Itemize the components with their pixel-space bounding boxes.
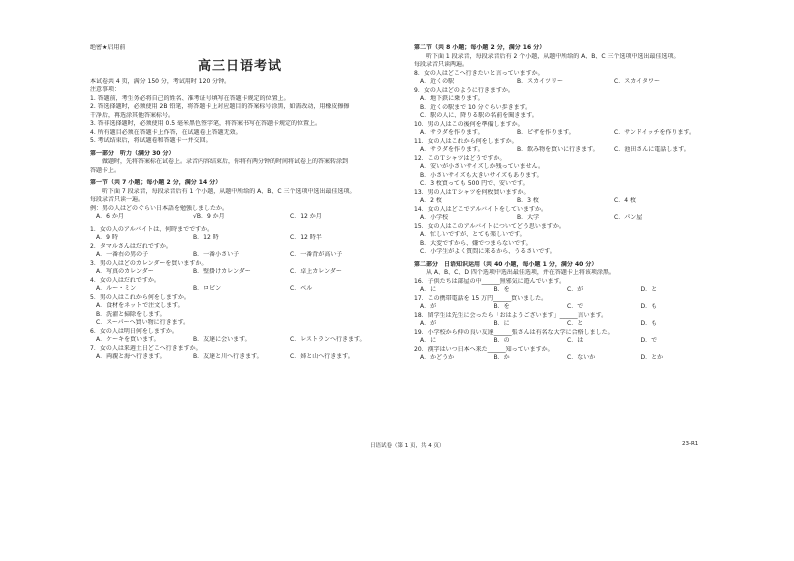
question-options	[414, 197, 714, 206]
intro-line: 4. 所有题目必须在答题卡上作答，在试题卷上答题无效。	[90, 128, 242, 136]
option: B．小さいサイズも大きいサイズもあります。	[420, 171, 543, 179]
option: D．と	[640, 286, 658, 293]
question-options	[414, 78, 714, 87]
option: C．小学生がよく質問に来るから、うるさいです。	[420, 248, 556, 255]
option: A．安いが小さいサイズしか残っていません。	[420, 163, 544, 170]
option: C．卓上カレンダー	[290, 268, 342, 275]
option: B．ピザを作ります。	[517, 129, 575, 136]
section2-instruction: 听下面 1 段录音，每段录音后有 2 个小题，从题中所给的 A、B、C 三个选项中选出最佳选项。	[414, 52, 680, 60]
question: 19．小学校から仲の良い友達______張さんは有名な大学に合格しました。	[414, 328, 614, 336]
question: 13．男の人はＴシャツを何枚買いますか。	[414, 188, 530, 196]
intro-line: 5. 考试结束后，将试题卷和答题卡一并交回。	[90, 137, 212, 144]
question-options	[414, 320, 714, 329]
question-options	[414, 286, 714, 295]
option: A．地下鉄に乗ります。	[420, 95, 484, 102]
option: A．両親と海へ行きます。	[96, 353, 166, 360]
question-options	[414, 354, 714, 363]
option: A．写真のカレンダー	[96, 268, 154, 275]
question: 8．女の人はどこへ行きたいと言っていますか。	[414, 69, 544, 77]
exam-title: 高三日语考试	[197, 58, 282, 74]
question: 15．女の人はこのアルバイトについてどう思いますか。	[414, 222, 565, 230]
question-options	[414, 146, 714, 155]
intro-line: 本试卷共 4 页，满分 150 分，考试用时 120 分钟。	[90, 77, 231, 85]
intro-line: 2. 答选择题时，必须使用 2B 铅笔，将答题卡上对应题目的答案标号涂黑，如需改动，用橡皮擦擦	[90, 103, 350, 110]
question-options	[90, 251, 390, 260]
option: C．パン屋	[614, 214, 643, 221]
option: √B．9 か月	[193, 213, 225, 220]
question: 4．女の人はだれですか。	[90, 276, 160, 284]
question: 5．男の人はこれから何をしますか。	[90, 293, 190, 301]
option: B．大変ですから、嫌でつまらないです。	[420, 239, 532, 247]
option: B．友達と川へ行きます。	[193, 353, 263, 360]
option: C．12 か月	[290, 213, 322, 220]
question-options	[90, 285, 390, 294]
intro-line: 3. 答非选择题时，必须使用 0.5 毫米黑色签字笔，将答案书写在答题卡规定的位置上。	[90, 120, 321, 127]
question-options	[90, 268, 390, 277]
section2-heading: 第二节（共 8 小题；每小题 2 分，满分 16 分）	[414, 44, 546, 51]
option: C．が	[567, 286, 584, 293]
option: C．で	[567, 303, 584, 310]
section1-instruction: 每段录音只读一遍。	[90, 196, 145, 203]
intro-line: 1. 答题前，考生务必将自己的姓名、准考证号填写在答题卡规定的位置上。	[90, 94, 290, 102]
option: C．駅の人に、降りる駅の名前を聞きます。	[420, 112, 538, 119]
intro-block	[90, 78, 390, 146]
question: 16．子供たちは部屋の中______無邪気に遊んでいます。	[414, 277, 566, 285]
question-options	[90, 234, 390, 243]
section1-heading: 第一节（共 7 小题；每小题 2 分，满分 14 分）	[90, 179, 222, 186]
option: C．一番背が高い子	[290, 251, 343, 258]
option: B．に	[493, 320, 510, 327]
question: 10．男の人はこの後何を準備しますか。	[414, 120, 524, 128]
option: B．壁掛けカレンダー	[193, 268, 251, 275]
option: B．を	[493, 286, 510, 293]
intro-line: 干净后，再选涂其他答案标号。	[90, 111, 175, 119]
option: C．池田さんに電話します。	[614, 146, 690, 153]
option: A．忙しいですが、とても楽しいです。	[420, 231, 526, 238]
question: 14．女の人はどこでアルバイトをしていますか。	[414, 205, 547, 213]
part2-instruction: 从 A、B、C、D 四个选项中选出最佳选项，并在答题卡上将该项涂黑。	[414, 269, 615, 276]
section2-instruction: 每段录音只读两遍。	[414, 61, 469, 68]
option: A．一番右の男の子	[96, 251, 149, 258]
option: B．洗濯と掃除をします。	[96, 310, 166, 318]
part1-heading: 第一部分 听力（满分 30 分）	[90, 149, 175, 157]
question: 6．女の人は明日何をしますか。	[90, 327, 178, 335]
intro-line: 注意事项：	[90, 86, 121, 93]
option: A．が	[420, 320, 437, 327]
option: B．3 枚	[517, 197, 539, 204]
option: C．スーパーへ買い物に行きます。	[96, 319, 190, 326]
option: C．ないか	[567, 354, 596, 361]
option: C．姉と山へ行きます。	[290, 353, 354, 360]
option: A．6 か月	[96, 213, 124, 220]
option: D．とか	[640, 354, 664, 361]
question-options	[414, 337, 714, 346]
question: 3．男の人はどのカレンダーを買いますか。	[90, 259, 208, 267]
option: A．9 時	[96, 234, 118, 241]
option: B．か	[493, 354, 510, 361]
option: C．4 枚	[614, 197, 636, 204]
secret-label: 绝密★启用前	[90, 44, 126, 51]
option: C．ベル	[290, 285, 313, 292]
question: 2．タマルさんはだれですか。	[90, 242, 172, 250]
option: B．一番小さい子	[193, 251, 240, 258]
option: C．は	[567, 337, 584, 344]
option: A．小学校	[420, 214, 449, 221]
option: A．に	[420, 286, 437, 293]
paper-code: 23-R1	[682, 441, 699, 447]
option: C．12 時半	[290, 234, 322, 241]
option: D．で	[640, 337, 658, 344]
question: 17．この携帯電話を 15 万円______買いました。	[414, 294, 548, 302]
option: A．かどうか	[420, 354, 455, 361]
question-options	[414, 129, 714, 138]
page-footer: 日语试卷（第 1 页，共 4 页）	[370, 443, 445, 449]
option: B．を	[493, 303, 510, 310]
option: B．近くの駅まで 10 分ぐらい歩きます。	[420, 103, 532, 111]
question: 9．女の人はどのように行きますか。	[414, 86, 514, 94]
option: D．も	[640, 303, 658, 310]
right-column	[414, 44, 714, 363]
question: 12．このＴシャツはどうですか。	[414, 154, 506, 162]
option: D．も	[640, 320, 658, 327]
option: B．飲み物を買いに行きます。	[517, 146, 599, 153]
option: A．ケーキを買います。	[96, 336, 160, 343]
option: A．サラダを作ります。	[420, 146, 484, 153]
question: 1．女の人のアルバイトは、何時までですか。	[90, 225, 214, 233]
question-options	[90, 353, 390, 362]
option: A．が	[420, 303, 437, 310]
option: A．ルー・ミン	[96, 285, 137, 292]
option: B．の	[493, 337, 510, 344]
question: 20．漢字はいつ日本へ来た______知っていますか。	[414, 345, 554, 353]
option: A．に	[420, 337, 437, 344]
question: 18．留学生は先生に会ったら「おはようございます」______言います。	[414, 311, 608, 319]
option: A．近くの駅	[420, 78, 455, 85]
option: B．スカイツリー	[517, 78, 563, 85]
option: C．と	[567, 320, 584, 327]
question-options	[90, 336, 390, 345]
part1-instruction: 做题时，先将答案标在试卷上。录音内容结束后，你将有两分钟的时间将试卷上的答案转涂到	[90, 158, 349, 165]
option: A．2 枚	[420, 197, 442, 204]
section1-instruction: 听下面 7 段录音，每段录音后有 1 个小题，从题中所给的 A、B、C 三个选项中选出最佳选项。	[90, 187, 356, 195]
option: B．大学	[517, 214, 540, 221]
option: A．サラダを作ります。	[420, 129, 484, 136]
option: C．3 枚買っても 500 円で、安いです。	[420, 180, 529, 187]
option: B．友達に会います。	[193, 336, 251, 343]
question: 7．女の人は来週土日どこへ行きますか。	[90, 344, 202, 352]
part2-heading: 第二部分 日语知识运用（共 40 小题，每小题 1 分，满分 40 分）	[414, 260, 598, 268]
option: A．食材をネットで注文します。	[96, 302, 184, 309]
question-options	[414, 303, 714, 312]
option: C．スカイタワー	[614, 78, 661, 85]
example-question: 例：男の人はどのぐらい日本語を勉強しましたか。	[90, 204, 229, 212]
part1-instruction: 答题卡上。	[90, 166, 121, 174]
option: B．ロビン	[193, 285, 222, 292]
option: C．サンドイッチを作ります。	[614, 129, 696, 136]
question-options	[414, 214, 714, 223]
example-options	[90, 213, 390, 222]
option: C．レストランへ行きます。	[290, 336, 366, 343]
option: B．12 時	[193, 234, 219, 241]
question: 11．女の人はこれから何をしますか。	[414, 137, 518, 145]
left-column	[90, 44, 390, 362]
